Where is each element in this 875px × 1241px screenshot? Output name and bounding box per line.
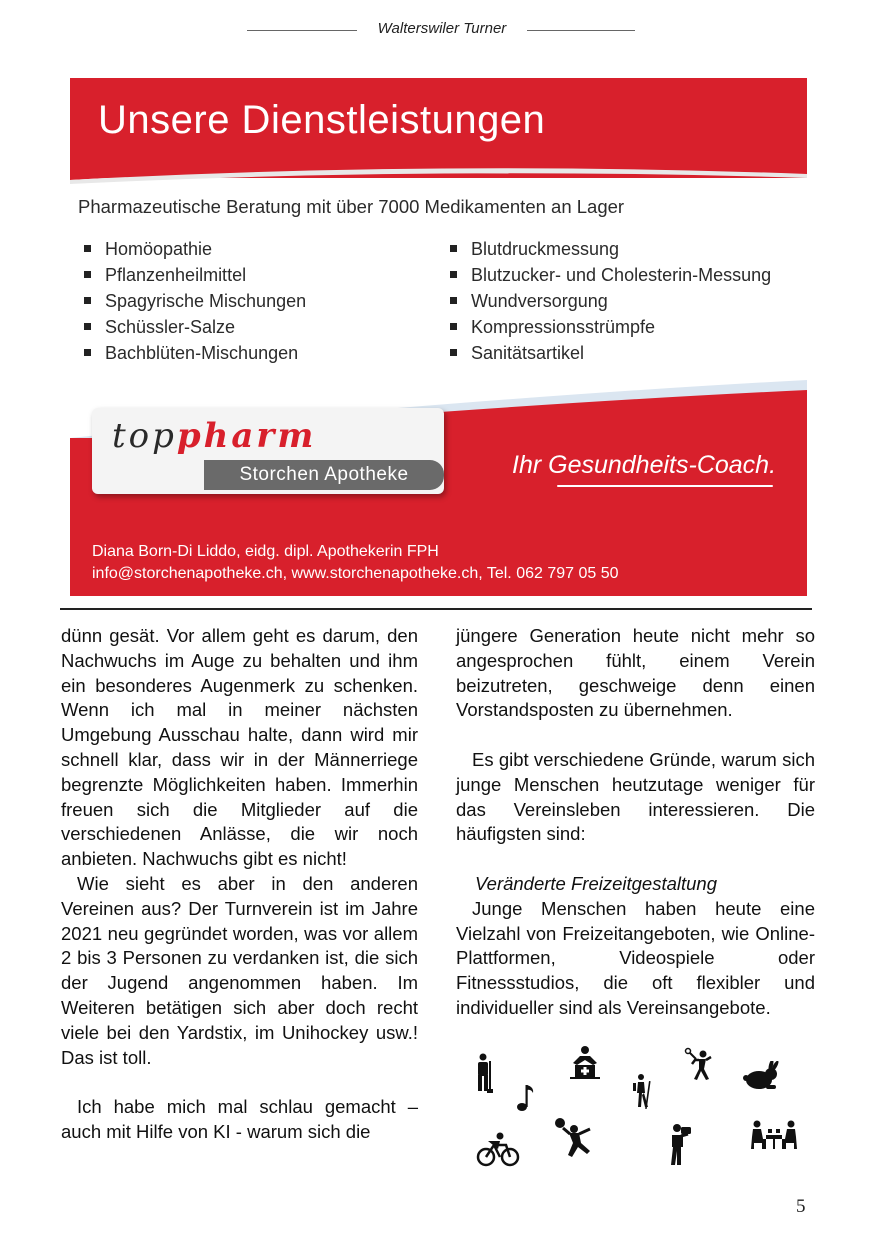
service-item: Sanitätsartikel	[450, 340, 807, 366]
service-item: Blutzucker- und Cholesterin-Messung	[450, 262, 807, 288]
gardener-icon	[472, 1053, 494, 1095]
volleyball-icon	[554, 1117, 596, 1163]
article-column-right	[456, 624, 815, 1021]
ad-slogan: Ihr Gesundheits-Coach.	[512, 451, 777, 479]
first-aid-icon	[568, 1045, 602, 1081]
logo-subtitle: Storchen Apotheke	[204, 460, 444, 490]
pharmacy-advertisement	[70, 78, 807, 596]
bullet-icon	[84, 349, 91, 356]
paragraph-gap	[61, 1070, 418, 1095]
section-heading: Veränderte Freizeitgestaltung	[475, 872, 718, 894]
music-note-icon	[516, 1083, 536, 1113]
board-game-icon	[750, 1119, 798, 1151]
paragraph: Junge Menschen haben heute eine Vielzahl von Freizeitangeboten, wie Online-Plattformen, Videospiele oder Fitnessstudios, die oft flexibler und individueller sind als Vereinsangebote.	[456, 897, 815, 1018]
bullet-icon	[450, 245, 457, 252]
running-header	[0, 18, 875, 40]
header-rule-left	[247, 30, 357, 31]
service-item: Bachblüten-Mischungen	[84, 340, 306, 366]
contact-name: Diana Born-Di Liddo, eidg. dipl. Apothekerin FPH	[92, 543, 439, 560]
paragraph-gap	[456, 723, 815, 748]
paragraph: Es gibt verschiedene Gründe, warum sich junge Menschen heutzutage weniger für das Vereinsleben interessieren. Die häufigsten sind:	[456, 748, 815, 845]
toppharm-logo	[92, 408, 444, 494]
service-item: Wundversorgung	[450, 288, 807, 314]
ad-banner-curve	[70, 166, 807, 192]
bullet-icon	[84, 323, 91, 330]
paragraph: Ich habe mich mal schlau gemacht – auch mit Hilfe von KI - warum sich die	[61, 1096, 418, 1142]
bullet-icon	[450, 271, 457, 278]
hiker-icon	[632, 1073, 654, 1109]
photographer-icon	[666, 1123, 694, 1167]
services-list-right	[450, 236, 807, 366]
header-title: Walterswiler Turner	[377, 20, 507, 37]
paragraph: jüngere Generation heute nicht mehr so angesprochen fühlt, einem Verein beizutreten, geschweige denn einen Vorstandsposten zu übernehmen.	[456, 625, 815, 721]
ad-title: Unsere Dienstleistungen	[98, 98, 546, 142]
header-rule-right	[527, 30, 635, 31]
service-item: Pflanzenheilmittel	[84, 262, 306, 288]
bullet-icon	[450, 323, 457, 330]
cyclist-icon	[476, 1131, 520, 1167]
ad-subtitle: Pharmazeutische Beratung mit über 7000 Medikamenten an Lager	[78, 196, 625, 217]
logo-wordmark: toppharm	[112, 416, 317, 456]
article-column-left	[61, 624, 418, 1145]
services-list-left	[84, 236, 306, 366]
rabbit-icon	[742, 1061, 780, 1091]
section-divider	[60, 608, 812, 610]
service-item: Blutdruckmessung	[450, 236, 807, 262]
service-item: Schüssler-Salze	[84, 314, 306, 340]
service-item: Kompressionsstrümpfe	[450, 314, 807, 340]
ad-banner	[70, 78, 807, 178]
service-item: Homöopathie	[84, 236, 306, 262]
page-number: 5	[796, 1196, 806, 1217]
bullet-icon	[450, 349, 457, 356]
bullet-icon	[450, 297, 457, 304]
bullet-icon	[84, 271, 91, 278]
paragraph: dünn gesät. Vor allem geht es darum, den Nachwuchs im Auge zu behalten und ihm ein besonderes Augenmerk zu schenken. Wenn ich mal in meiner nächsten Umgebung Ausschau halte, dann wird mir schnell klar, dass wir in der Männerriege begrenzte Möglichkeiten haben. Immerhin freuen sich die Mitglieder auf die verschiedenen Anlässe, die wir noch anbieten. Nachwuchs gibt es nicht!	[61, 625, 418, 870]
bullet-icon	[84, 245, 91, 252]
contact-details: info@storchenapotheke.ch, www.storchenapotheke.ch, Tel. 062 797 05 50	[92, 565, 619, 582]
paragraph: Wie sieht es aber in den anderen Vereinen aus? Der Turnverein ist im Jahre 2021 neu gegründet worden, was vor allem 2 bis 3 Personen zu verdanken ist, die sich der Jugend angenommen haben. Im Weiteren betätigen sich aber doch recht viele bei den Yardstix, im Unihockey usw.! Das ist toll.	[61, 872, 418, 1068]
leisure-icons	[470, 1045, 810, 1175]
badminton-icon	[684, 1047, 716, 1083]
bullet-icon	[84, 297, 91, 304]
paragraph-gap	[456, 847, 815, 872]
slogan-underline	[557, 485, 773, 487]
service-item: Spagyrische Mischungen	[84, 288, 306, 314]
